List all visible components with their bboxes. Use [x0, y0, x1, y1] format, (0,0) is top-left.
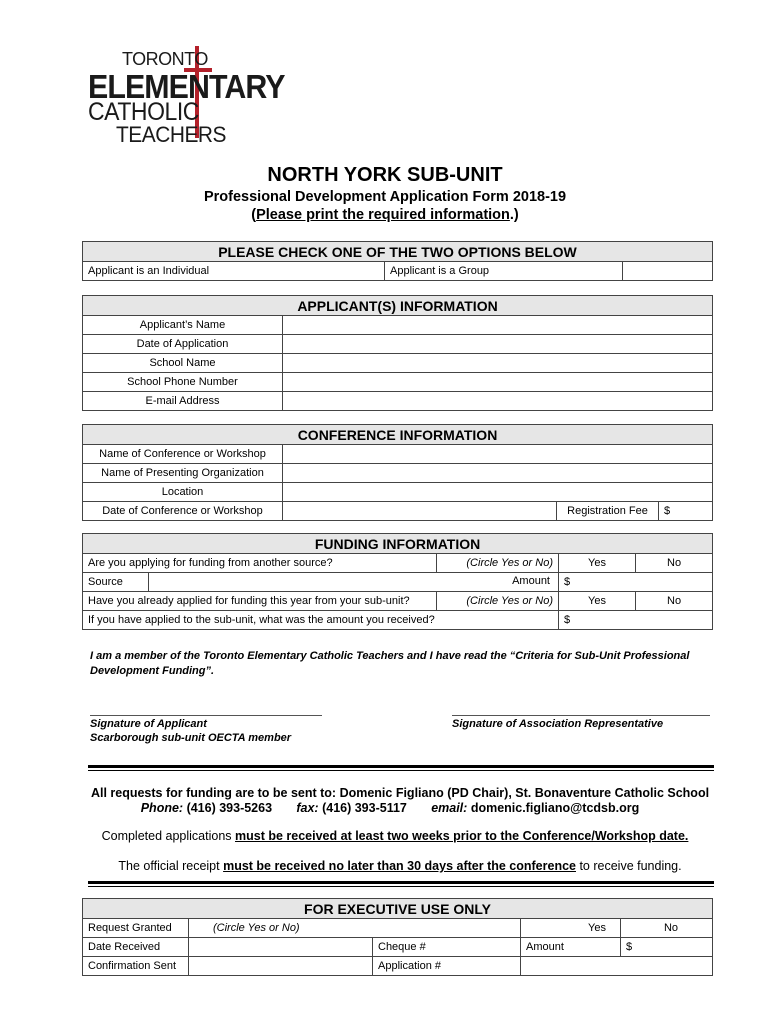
- receipt-note: [0, 859, 770, 873]
- representative-signature-line[interactable]: [452, 715, 710, 716]
- contact-details: [0, 800, 770, 816]
- school-name-label: School Name: [83, 354, 283, 373]
- source-field[interactable]: [149, 573, 559, 592]
- confirmation-sent-field[interactable]: [189, 957, 373, 976]
- cheque-field[interactable]: Cheque #: [373, 938, 521, 957]
- teachers-logo: [88, 46, 285, 147]
- other-source-question: Are you applying for funding from another source?: [83, 554, 437, 573]
- logo-line-1: TORONTO: [122, 49, 208, 69]
- phone-value: (416) 393-5263: [186, 801, 273, 815]
- applicant-signature-subtitle: Scarborough sub-unit OECTA member: [90, 732, 292, 744]
- email-value[interactable]: domenic.figliano@tcdsb.org: [470, 801, 640, 815]
- school-phone-field[interactable]: [283, 373, 713, 392]
- executive-blank: [521, 957, 713, 976]
- instruction-close: .): [509, 207, 519, 223]
- conference-name-field[interactable]: [283, 445, 713, 464]
- registration-fee-label: Registration Fee: [557, 502, 659, 521]
- applicant-table: [82, 295, 713, 411]
- options-table: [82, 241, 713, 281]
- page-title: NORTH YORK SUB-UNIT: [267, 164, 503, 186]
- request-granted-yes[interactable]: Yes: [521, 919, 621, 938]
- applicant-signature-line[interactable]: [90, 715, 322, 716]
- amount-field[interactable]: $: [559, 573, 713, 592]
- subunit-no[interactable]: No: [636, 592, 713, 611]
- subunit-question: Have you already applied for funding this year from your sub-unit?: [83, 592, 437, 611]
- other-source-hint: (Circle Yes or No): [437, 554, 559, 573]
- receipt-note-emphasis: must be received no later than 30 days after the conference: [223, 859, 576, 873]
- receipt-note-pre: The official receipt: [118, 859, 224, 873]
- registration-fee-field[interactable]: $: [659, 502, 713, 521]
- divider-top-thin: [88, 770, 714, 771]
- email-label: E-mail Address: [83, 392, 283, 411]
- source-label: Source: [83, 573, 149, 592]
- request-granted-no[interactable]: No: [621, 919, 713, 938]
- option-group-checkbox[interactable]: [623, 262, 713, 281]
- executive-heading: FOR EXECUTIVE USE ONLY: [83, 899, 713, 919]
- conference-name-label: Name of Conference or Workshop: [83, 445, 283, 464]
- conference-date-field[interactable]: [283, 502, 557, 521]
- applicant-signature-label: [90, 717, 291, 745]
- amount-label: Amount: [512, 575, 550, 587]
- school-phone-label: School Phone Number: [83, 373, 283, 392]
- executive-amount-label: Amount: [521, 938, 621, 957]
- applicant-signature-title: Signature of Applicant: [90, 718, 207, 730]
- applicant-name-label: Applicant’s Name: [83, 316, 283, 335]
- application-date-field[interactable]: [283, 335, 713, 354]
- deadline-note-emphasis: must be received at least two weeks prior to the Conference/Workshop date.: [235, 829, 689, 843]
- phone-label: Phone:: [140, 801, 184, 815]
- funding-heading: FUNDING INFORMATION: [83, 534, 713, 554]
- email-label-contact: email:: [431, 801, 468, 815]
- request-granted-label: Request Granted: [83, 919, 189, 938]
- logo-line-3: CATHOLIC: [88, 98, 199, 126]
- organization-field[interactable]: [283, 464, 713, 483]
- contact-line: All requests for funding are to be sent to: Domenic Figliano (PD Chair), St. Bonaventure Catholic School: [90, 786, 710, 800]
- date-received-field[interactable]: [189, 938, 373, 957]
- confirmation-sent-label: Confirmation Sent: [83, 957, 189, 976]
- location-field[interactable]: [283, 483, 713, 502]
- representative-signature-label: Signature of Association Representative: [452, 718, 664, 730]
- option-group[interactable]: Applicant is a Group: [385, 262, 623, 281]
- instruction-text: Please print the required information: [256, 207, 510, 223]
- form-subtitle: Professional Development Application Form 2018-19: [203, 189, 567, 205]
- request-granted-hint: (Circle Yes or No): [189, 919, 521, 938]
- other-source-no[interactable]: No: [636, 554, 713, 573]
- fax-label: fax:: [296, 801, 319, 815]
- logo-line-4: TEACHERS: [116, 122, 227, 147]
- date-received-label: Date Received: [83, 938, 189, 957]
- received-amount-question: If you have applied to the sub-unit, what was the amount you received?: [83, 611, 559, 630]
- conference-date-label: Date of Conference or Workshop: [83, 502, 283, 521]
- fax-value: (416) 393-5117: [322, 801, 407, 815]
- receipt-note-post: to receive funding.: [575, 859, 682, 873]
- received-amount-field[interactable]: $: [559, 611, 713, 630]
- applicant-heading: APPLICANT(S) INFORMATION: [83, 296, 713, 316]
- executive-table: [82, 898, 713, 976]
- divider-top: [88, 765, 714, 768]
- funding-table: [82, 533, 713, 630]
- location-label: Location: [83, 483, 283, 502]
- deadline-note-pre: Completed applications: [101, 829, 236, 843]
- conference-table: [82, 424, 713, 521]
- executive-amount-field[interactable]: $: [621, 938, 713, 957]
- organization-label: Name of Presenting Organization: [83, 464, 283, 483]
- instruction-open: (: [251, 207, 257, 223]
- divider-bottom-thin: [88, 886, 714, 887]
- application-number-field[interactable]: Application #: [373, 957, 521, 976]
- application-date-label: Date of Application: [83, 335, 283, 354]
- deadline-note: [0, 829, 770, 843]
- logo-line-2: ELEMENTARY: [88, 68, 285, 105]
- options-heading: PLEASE CHECK ONE OF THE TWO OPTIONS BELOW: [83, 242, 713, 262]
- divider-bottom: [88, 881, 714, 884]
- subunit-hint: (Circle Yes or No): [437, 592, 559, 611]
- subunit-yes[interactable]: Yes: [559, 592, 636, 611]
- membership-statement: I am a member of the Toronto Elementary Catholic Teachers and I have read the “Criteria for Sub-Unit Professional Development Funding”.: [90, 650, 690, 677]
- other-source-yes[interactable]: Yes: [559, 554, 636, 573]
- email-field[interactable]: [283, 392, 713, 411]
- conference-heading: CONFERENCE INFORMATION: [83, 425, 713, 445]
- option-individual[interactable]: Applicant is an Individual: [83, 262, 385, 281]
- print-instruction: [0, 207, 770, 223]
- applicant-name-field[interactable]: [283, 316, 713, 335]
- school-name-field[interactable]: [283, 354, 713, 373]
